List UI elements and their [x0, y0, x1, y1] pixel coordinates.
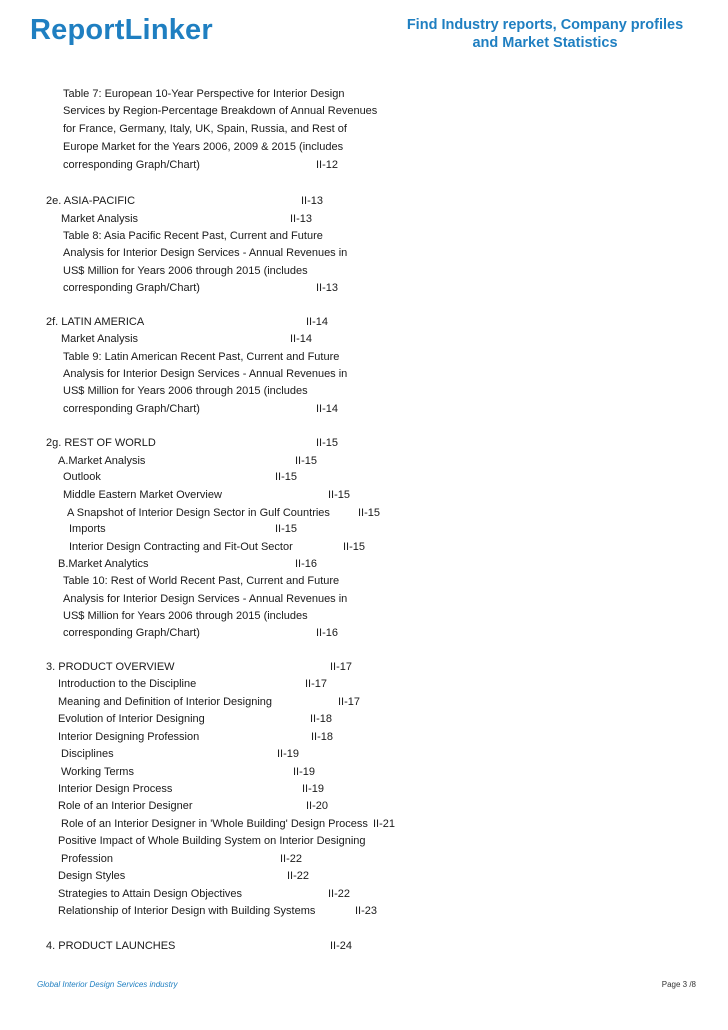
- toc-entry: Services by Region-Percentage Breakdown of Annual Revenues: [63, 105, 378, 117]
- toc-page-number: II-24: [330, 940, 353, 952]
- toc-page-number: II-22: [328, 888, 351, 900]
- toc-entry: Table 9: Latin American Recent Past, Current and Future: [63, 351, 340, 363]
- tagline-line-2: and Market Statistics: [472, 35, 618, 51]
- toc-page-number: II-14: [316, 403, 339, 415]
- footer-page-number: Page 3 /8: [661, 980, 696, 989]
- toc-page-number: II-20: [306, 800, 329, 812]
- toc-entry: 4. PRODUCT LAUNCHES: [46, 940, 176, 952]
- toc-page-number: II-15: [295, 455, 318, 467]
- toc-page-number: II-13: [301, 195, 324, 207]
- toc-page-number: II-17: [305, 678, 328, 690]
- tagline-line-1: Find Industry reports, Company profiles: [406, 17, 684, 33]
- footer-report-title: Global Interior Design Services industry: [37, 980, 178, 989]
- toc-entry: Meaning and Definition of Interior Designing: [58, 696, 273, 708]
- toc-entry: B.Market Analytics: [58, 558, 149, 570]
- toc-entry: A Snapshot of Interior Design Sector in Gulf Countries: [67, 507, 330, 519]
- toc-entry: Disciplines: [61, 748, 114, 760]
- toc-page-number: II-14: [306, 316, 329, 328]
- toc-entry: Outlook: [63, 471, 101, 483]
- toc-page-number: II-13: [290, 213, 313, 225]
- toc-page-number: II-22: [287, 870, 310, 882]
- toc-page-number: II-18: [311, 731, 334, 743]
- toc-page-number: II-21: [373, 818, 396, 830]
- toc-entry: Market Analysis: [61, 213, 139, 225]
- toc-entry: Table 7: European 10-Year Perspective for Interior Design: [63, 88, 345, 100]
- reportlinker-logo[interactable]: ReportLinker: [30, 14, 213, 46]
- toc-entry: 3. PRODUCT OVERVIEW: [46, 661, 175, 673]
- toc-entry: US$ Million for Years 2006 through 2015 (includes: [63, 610, 308, 622]
- toc-page-number: II-23: [355, 905, 378, 917]
- toc-entry: Analysis for Interior Design Services - Annual Revenues in: [63, 368, 348, 380]
- toc-entry: Profession: [61, 853, 113, 865]
- toc-entry: Working Terms: [61, 766, 134, 778]
- toc-page-number: II-16: [316, 627, 339, 639]
- toc-entry: Strategies to Attain Design Objectives: [58, 888, 243, 900]
- toc-entry: Interior Design Process: [58, 783, 173, 795]
- toc-entry: Evolution of Interior Designing: [58, 713, 205, 725]
- toc-page-number: II-15: [316, 437, 339, 449]
- toc-entry: for France, Germany, Italy, UK, Spain, Russia, and Rest of: [63, 123, 347, 135]
- toc-page-number: II-15: [275, 523, 298, 535]
- toc-entry: Europe Market for the Years 2006, 2009 & 2015 (includes: [63, 141, 344, 153]
- toc-entry: Analysis for Interior Design Services - Annual Revenues in: [63, 247, 348, 259]
- toc-page-number: II-15: [358, 507, 381, 519]
- toc-entry: Table 8: Asia Pacific Recent Past, Current and Future: [63, 230, 323, 242]
- toc-entry: Interior Designing Profession: [58, 731, 200, 743]
- toc-entry: Interior Design Contracting and Fit-Out Sector: [69, 541, 293, 553]
- toc-page-number: II-19: [293, 766, 316, 778]
- toc-entry: Imports: [69, 523, 106, 535]
- toc-page-number: II-18: [310, 713, 333, 725]
- toc-entry: US$ Million for Years 2006 through 2015 (includes: [63, 265, 308, 277]
- toc-page-number: II-13: [316, 282, 339, 294]
- toc-page-number: II-22: [280, 853, 303, 865]
- toc-page-number: II-17: [330, 661, 353, 673]
- toc-entry: 2e. ASIA-PACIFIC: [46, 195, 136, 207]
- toc-page-number: II-19: [302, 783, 325, 795]
- toc-page-number: II-15: [328, 489, 351, 501]
- toc-entry: 2g. REST OF WORLD: [46, 437, 156, 449]
- toc-entry: A.Market Analysis: [58, 455, 146, 467]
- toc-entry: US$ Million for Years 2006 through 2015 (includes: [63, 385, 308, 397]
- toc-entry: Role of an Interior Designer in 'Whole Building' Design Process: [61, 818, 368, 830]
- toc-entry: Relationship of Interior Design with Building Systems: [58, 905, 316, 917]
- toc-page-number: II-19: [277, 748, 300, 760]
- toc-entry: corresponding Graph/Chart): [63, 403, 200, 415]
- toc-entry: Market Analysis: [61, 333, 139, 345]
- toc-page-number: II-14: [290, 333, 313, 345]
- toc-entry: Introduction to the Discipline: [58, 678, 197, 690]
- toc-page-number: II-15: [343, 541, 366, 553]
- toc-entry: Table 10: Rest of World Recent Past, Current and Future: [63, 575, 340, 587]
- toc-entry: Analysis for Interior Design Services - Annual Revenues in: [63, 593, 348, 605]
- toc-page-number: II-16: [295, 558, 318, 570]
- toc-entry: Middle Eastern Market Overview: [63, 489, 222, 501]
- toc-page-number: II-17: [338, 696, 361, 708]
- toc-entry: 2f. LATIN AMERICA: [46, 316, 145, 328]
- toc-entry: Design Styles: [58, 870, 126, 882]
- toc-entry: Positive Impact of Whole Building System on Interior Designing: [58, 835, 366, 847]
- toc-page-number: II-12: [316, 159, 339, 171]
- toc-entry: Role of an Interior Designer: [58, 800, 193, 812]
- toc-entry: corresponding Graph/Chart): [63, 159, 200, 171]
- toc-entry: corresponding Graph/Chart): [63, 282, 200, 294]
- toc-entry: corresponding Graph/Chart): [63, 627, 200, 639]
- toc-page-number: II-15: [275, 471, 298, 483]
